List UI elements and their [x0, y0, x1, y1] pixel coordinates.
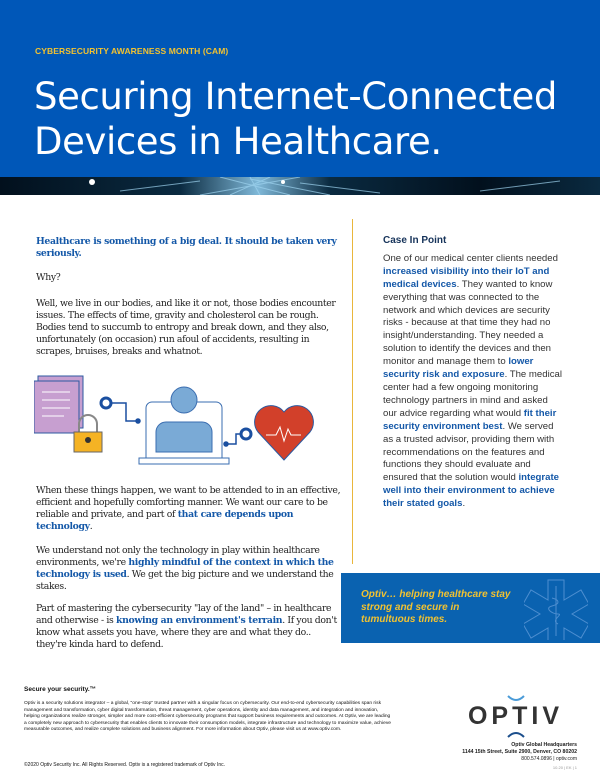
- text: .: [462, 498, 466, 510]
- text: One of our medical center clients needed: [383, 252, 558, 264]
- column-divider: [352, 219, 353, 564]
- highlight: knowing an environment's terrain: [116, 615, 283, 627]
- doc-code: 10.20 | EK | 1: [552, 765, 577, 770]
- text: . The medical center had a few ongoing monitoring technology partners in mind and asked our advice regarding what would: [383, 369, 562, 419]
- page-title: [34, 74, 574, 164]
- heart-pulse-icon: [255, 406, 314, 460]
- paragraph-4: [36, 603, 341, 651]
- intro-lead: [36, 236, 341, 260]
- logo-text: OPTIV: [467, 702, 563, 730]
- highlight: highly mindful of the context in which the technology is used: [36, 557, 334, 581]
- healthcare-devices-illustration: [34, 372, 324, 472]
- callout-text: Optiv… helping healthcare stay strong and secure in tumultuous times.: [361, 589, 511, 625]
- text: . We get the big picture and we understand the stakes.: [36, 569, 334, 593]
- text: .: [89, 521, 93, 533]
- lead-text: Healthcare is something of a big deal. It should be taken very seriously.: [36, 236, 337, 260]
- title-line-1: Securing Internet-Connected: [34, 75, 557, 118]
- hq-label: Optiv Global Headquarters: [511, 742, 577, 748]
- connector-icon: [101, 398, 140, 423]
- text: . We served as a trusted advisor, providing them with recommendations on the features and functions they should evaluate and ensured that the solution would: [383, 420, 555, 484]
- paragraph-1: Well, we live in our bodies, and like it or not, those bodies encounter issues. The effects of time, gravity and cholesterol can be rough. Bodies tend to succumb to entropy and break down, and they also, unfortunately (on occasion) run afoul of accidents, resulting in scrapes, bruises, breaks and whatnot.: [36, 298, 336, 358]
- star-of-life-icon: [524, 578, 588, 640]
- document-lock-icon: [34, 376, 102, 452]
- highlight: lower security risk and exposure: [383, 356, 534, 381]
- case-heading: Case In Point: [383, 235, 447, 246]
- optiv-logo: [453, 695, 578, 738]
- hq-contact: 800.574.0896 | optiv.com: [521, 756, 577, 762]
- callout-box: [341, 573, 600, 643]
- doctor-laptop-icon: [139, 387, 229, 464]
- paragraph-3: [36, 545, 341, 593]
- logo-arc-icon: [506, 732, 526, 738]
- connector-icon: [224, 429, 251, 446]
- footer-copyright: ©2020 Optiv Security Inc. All Rights Reserved. Optiv is a registered trademark of Optiv Inc.: [24, 762, 225, 768]
- case-in-point: [383, 235, 563, 511]
- text: We understand not only the technology in play within healthcare environments, we're: [36, 545, 320, 569]
- highlight: integrate well into their environment to achieve their stated goals: [383, 472, 560, 510]
- paragraph-2: [36, 485, 341, 533]
- hq-address: 1144 15th Street, Suite 2900, Denver, CO 80202: [462, 749, 577, 755]
- text: . If you don't know what assets you have, where they are and what they do.. they're kinda hard to defend.: [36, 615, 337, 651]
- highlight: increased visibility into their IoT and medical devices: [383, 265, 550, 290]
- fiber-optic-strip: [0, 177, 600, 195]
- kicker: CYBERSECURITY AWARENESS MONTH (CAM): [35, 46, 229, 56]
- header-banner: [0, 0, 600, 177]
- case-text: [383, 253, 563, 511]
- text: When these things happen, we want to be attended to in an effective, efficient and hopefully comforting manner. We want our care to be reliable and private, and part of: [36, 485, 341, 521]
- title-line-2: Devices in Healthcare.: [34, 120, 442, 163]
- logo-arc-icon: [506, 695, 526, 701]
- why-text: Why?: [36, 272, 61, 283]
- highlight: fit their security environment best: [383, 407, 557, 432]
- text: . They wanted to know everything that was connected to the network and which devices are security risks - because at that time they had no insight/understanding. They needed a solution to identify the devices and then monitor and manage them to: [383, 278, 553, 368]
- text: Part of mastering the cybersecurity "lay of the land" – in healthcare and otherwise - is: [36, 603, 332, 627]
- light-streaks-icon: [0, 177, 600, 195]
- highlight: that care depends upon technology: [36, 509, 294, 533]
- footer-about: Optiv is a security solutions integrator – a global, "one-stop" trusted partner with a singular focus on cybersecurity. Our end-to-end cybersecurity capabilities span risk management and transformation, cyber digital transformation, threat management, cyber operations, identity and data management, and integration and innovation, helping organizations realize stronger, simpler and more cost-efficient cybersecurity programs that support business requirements and outcomes. At Optiv, we are leading a completely new approach to cybersecurity that enables clients to innovate their consumption models, integrate infrastructure and technology to maximize value, achieve measurable outcomes, and realize complete solutions and business alignment. For more information about Optiv, please visit us at www.optiv.com.: [24, 701, 391, 733]
- footer-tagline: Secure your security.™: [24, 686, 97, 693]
